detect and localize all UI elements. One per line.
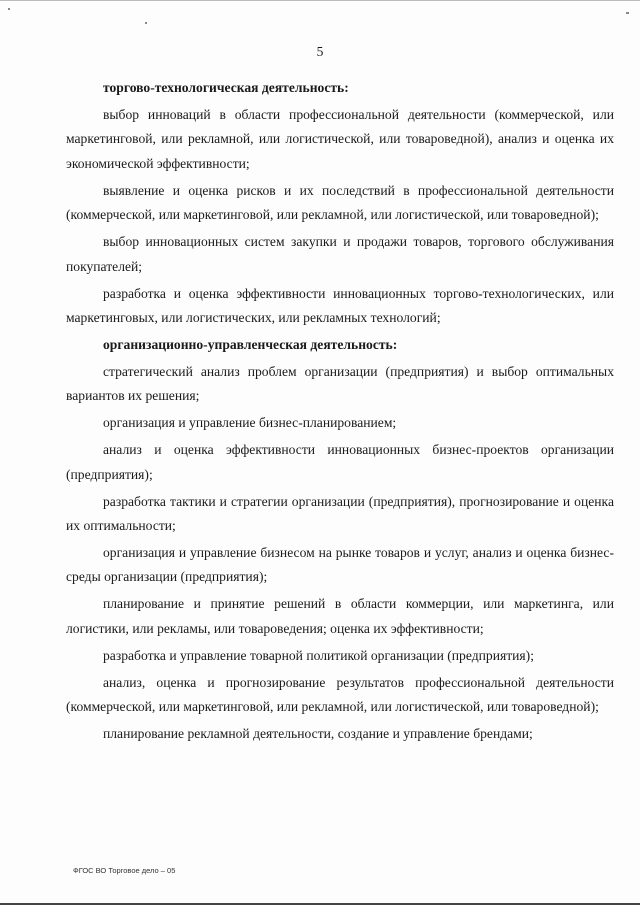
list-item: анализ, оценка и прогнозирование результатов профессиональной деятельности (коммерческой, или маркетинговой, или рекламной, или логистической, или товароведной);: [66, 674, 614, 715]
scan-speck: [145, 22, 147, 24]
list-item: выбор инновационных систем закупки и продажи товаров, торгового обслуживания покупателей;: [66, 234, 614, 274]
list-item: разработка и оценка эффективности инновационных торгово-технологических, или маркетинговых, или логистических, или рекламных технологий;: [66, 285, 614, 326]
list-item: разработка и управление товарной политикой организации (предприятия);: [103, 647, 534, 663]
document-body: [66, 76, 614, 749]
page-number: 5: [316, 44, 324, 59]
list-item: выбор инноваций в области профессиональной деятельности (коммерческой, или маркетинговой, или рекламной, или логистической, или товароведной), анализ и оценка их экономической эффективности;: [66, 106, 614, 171]
list-item: анализ и оценка эффективности инновационных бизнес-проектов организации (предприятия);: [66, 442, 614, 482]
list-item: разработка тактики и стратегии организации (предприятия), прогнозирование и оценка их оптимальности;: [66, 493, 614, 534]
list-item: выявление и оценка рисков и их последствий в профессиональной деятельности (коммерческой, или маркетинговой, или рекламной, или логистической, или товароведной);: [66, 182, 614, 223]
list-item: планирование рекламной деятельности, создание и управление брендами;: [103, 725, 533, 741]
scan-speck: [8, 8, 10, 10]
list-item: стратегический анализ проблем организации (предприятия) и выбор оптимальных вариантов их решения;: [66, 363, 614, 404]
list-item: организация и управление бизнесом на рынке товаров и услуг, анализ и оценка бизнес-среды организации (предприятия);: [66, 544, 614, 585]
document-footer: ФГОС ВО Торговое дело – 05: [73, 866, 176, 875]
list-item: организация и управление бизнес-планированием;: [103, 415, 397, 431]
section-heading-trade-tech: торгово-технологическая деятельность:: [103, 80, 349, 95]
scan-edge-top: [0, 0, 640, 1]
section-heading-org-management: организационно-управленческая деятельность:: [103, 336, 398, 352]
list-item: планирование и принятие решений в области коммерции, или маркетинга, или логистики, или рекламы, или товароведения; оценка их эффективности;: [66, 596, 614, 636]
scan-speck: [626, 12, 629, 14]
